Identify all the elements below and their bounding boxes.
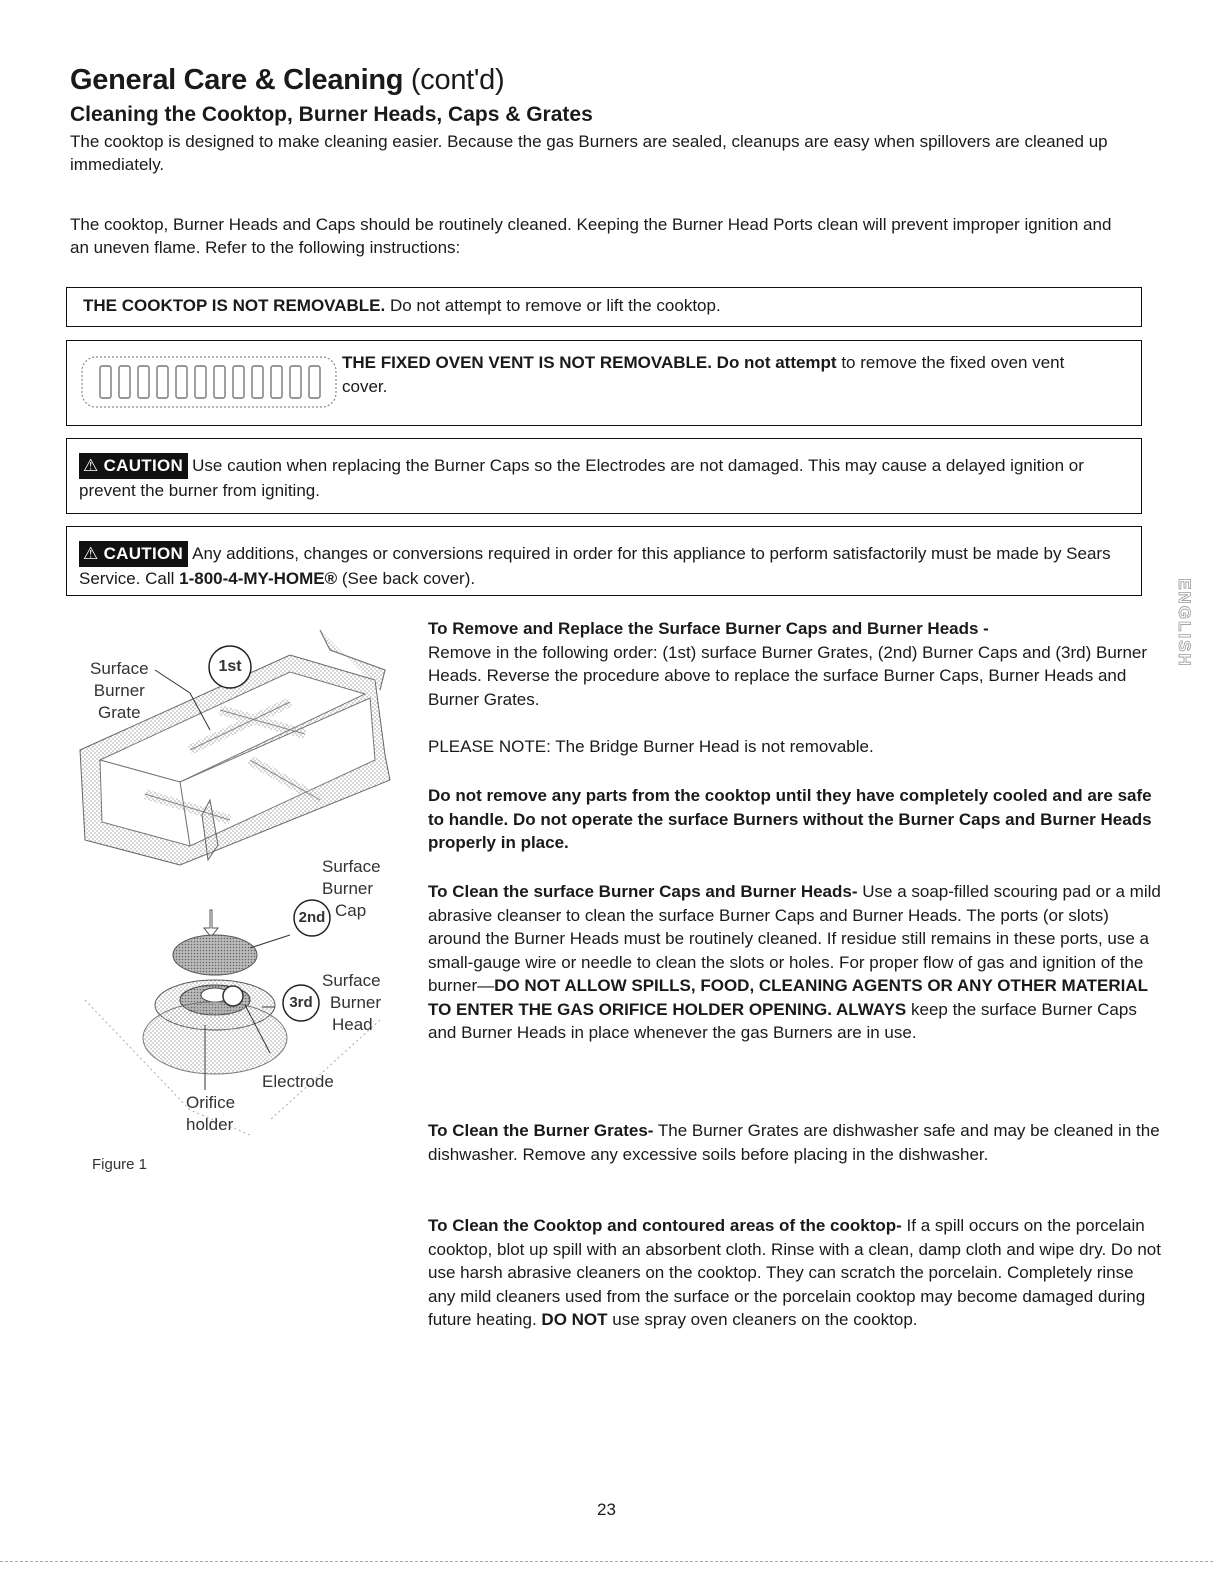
orifice-holder-label: Orifice holder bbox=[186, 1093, 236, 1134]
cap-label: Surface Burner Cap bbox=[322, 857, 381, 920]
caution-box-2 bbox=[66, 526, 1142, 596]
caution-2-text-b: (See back cover). bbox=[337, 569, 476, 588]
clean-caps-text: Use a soap-filled scouring pad or a mild abrasive cleanser to clean the surface Burner Caps and Burner Heads. The ports (or slots) around the Burner Heads must be routinely cleaned. If residue still remains in these ports, use a small-gauge wire or needle to clean the slots or holes. For proper flow of gas and ignition of the burner— bbox=[428, 882, 1161, 995]
page-title-main: General Care & Cleaning bbox=[70, 64, 404, 96]
vent-slot bbox=[290, 366, 301, 398]
figure-caption: Figure 1 bbox=[92, 1156, 148, 1173]
electrode-callout-circle bbox=[223, 986, 243, 1006]
page-title-suffix: (cont'd) bbox=[403, 64, 505, 96]
vent-slot bbox=[138, 366, 149, 398]
safety-warning: Do not remove any parts from the cooktop until they have completely cooled and are safe to handle. Do not operate the surface Burners without the Burner Caps and Burner Heads properly in place. bbox=[428, 786, 1152, 852]
caution-badge-2: ⚠ CAUTION bbox=[79, 541, 188, 567]
oven-vent-illustration bbox=[80, 352, 340, 412]
clean-grates-section bbox=[428, 1119, 1163, 1166]
vent-notice-text: to remove the fixed oven vent cover. bbox=[342, 353, 1065, 396]
clean-grates-heading: To Clean the Burner Grates- bbox=[428, 1121, 654, 1140]
intro-paragraph-2: The cooktop, Burner Heads and Caps should be routinely cleaned. Keeping the Burner Head Ports clean will prevent improper ignition and an uneven flame. Refer to the following instructions: bbox=[70, 215, 1112, 257]
burner-head-drawing bbox=[143, 980, 287, 1074]
caution-label-1: CAUTION bbox=[103, 456, 184, 475]
clean-caps-tail: keep the surface Burner Caps and Burner Heads in place whenever the gas Burners are in use. bbox=[428, 999, 1137, 1042]
clean-cooktop-text: If a spill occurs on the porcelain cooktop, blot up spill with an absorbent cloth. Rinse with a clean, damp cloth and wipe dry. Do not use harsh abrasive cleaners on the cooktop. They can scratch the porcelain. Completely rinse any mild cleaners used from the surface or the porcelain cooktop may become damaged during future heating. bbox=[428, 1216, 1161, 1329]
vent-slot bbox=[100, 366, 111, 398]
page-title bbox=[70, 64, 504, 97]
vent-slot bbox=[119, 366, 130, 398]
language-side-tab bbox=[1168, 565, 1198, 685]
burner-cap-drawing bbox=[173, 935, 257, 975]
vent-slot bbox=[214, 366, 225, 398]
clean-caps-section bbox=[428, 880, 1163, 1045]
clean-cooktop-section bbox=[428, 1214, 1163, 1332]
clean-cooktop-bold: DO NOT bbox=[541, 1310, 608, 1329]
cooktop-notice bbox=[83, 294, 721, 318]
remove-replace-heading: To Remove and Replace the Surface Burner Caps and Burner Heads - bbox=[428, 619, 989, 638]
cooktop-notice-text: Do not attempt to remove or lift the cooktop. bbox=[385, 296, 721, 315]
caution-1-text: Use caution when replacing the Burner Caps so the Electrodes are not damaged. This may cause a delayed ignition or prevent the burner from igniting. bbox=[79, 456, 1084, 500]
clean-cooktop-heading: To Clean the Cooktop and contoured areas of the cooktop- bbox=[428, 1216, 902, 1235]
clean-grates-text: The Burner Grates are dishwasher safe and may be cleaned in the dishwasher. Remove any excessive soils before placing in the dishwasher. bbox=[428, 1121, 1160, 1164]
grate-label: Surface Burner Grate bbox=[90, 659, 149, 722]
head-label: Surface Burner Head bbox=[322, 971, 382, 1034]
remove-replace-section bbox=[428, 617, 1163, 711]
step-2-label: 2nd bbox=[298, 909, 326, 926]
electrode-label: Electrode bbox=[262, 1072, 334, 1091]
section-title: Cleaning the Cooktop, Burner Heads, Caps & Grates bbox=[70, 103, 593, 126]
vent-notice bbox=[342, 351, 1112, 399]
clean-caps-heading: To Clean the surface Burner Caps and Burner Heads- bbox=[428, 882, 858, 901]
vent-slot bbox=[195, 366, 206, 398]
page-bottom-rule bbox=[0, 1561, 1213, 1562]
vent-slot bbox=[157, 366, 168, 398]
vent-slot bbox=[176, 366, 187, 398]
intro-paragraph-1: The cooktop is designed to make cleaning easier. Because the gas Burners are sealed, cleanups are easy when spillovers are cleaned up immediately. bbox=[70, 132, 1108, 174]
step-3-label: 3rd bbox=[289, 994, 313, 1011]
cooktop-notice-bold: THE COOKTOP IS NOT REMOVABLE. bbox=[83, 296, 386, 315]
caution-label-2: CAUTION bbox=[103, 544, 184, 563]
cooktop-notice-box bbox=[66, 287, 1142, 327]
page-number: 23 bbox=[597, 1500, 616, 1519]
vent-slot bbox=[252, 366, 263, 398]
clean-cooktop-tail: use spray oven cleaners on the cooktop. bbox=[607, 1310, 918, 1329]
vent-notice-box bbox=[66, 340, 1142, 426]
caution-2 bbox=[79, 541, 1129, 591]
vent-slot bbox=[309, 366, 320, 398]
language-side-tab-label: ENGLISH bbox=[1175, 578, 1194, 668]
clean-caps-bold: DO NOT ALLOW SPILLS, FOOD, CLEANING AGENTS OR ANY OTHER MATERIAL TO ENTER THE GAS ORIFICE HOLDER OPENING. ALWAYS bbox=[428, 976, 1148, 1019]
caution-2-text-a: Any additions, changes or conversions required in order for this appliance to perform satisfactorily must be made by Sears Service. Call bbox=[79, 544, 1111, 588]
caution-badge-1: ⚠ CAUTION bbox=[79, 453, 188, 479]
sears-phone-number: 1-800-4-MY-HOME® bbox=[179, 569, 338, 588]
step-1-label: 1st bbox=[218, 658, 242, 675]
vent-slot bbox=[271, 366, 282, 398]
vent-slot bbox=[233, 366, 244, 398]
vent-notice-bold: THE FIXED OVEN VENT IS NOT REMOVABLE. Do not attempt bbox=[342, 353, 837, 372]
remove-replace-text: Remove in the following order: (1st) surface Burner Grates, (2nd) Burner Caps and (3rd) Burner Heads. Reverse the procedure above to replace the surface Burner Caps, Burner Heads and Burner Grates. bbox=[428, 642, 1148, 709]
please-note: PLEASE NOTE: The Bridge Burner Head is not removable. bbox=[428, 737, 874, 756]
caution-box-1 bbox=[66, 438, 1142, 514]
caution-1 bbox=[79, 453, 1129, 503]
